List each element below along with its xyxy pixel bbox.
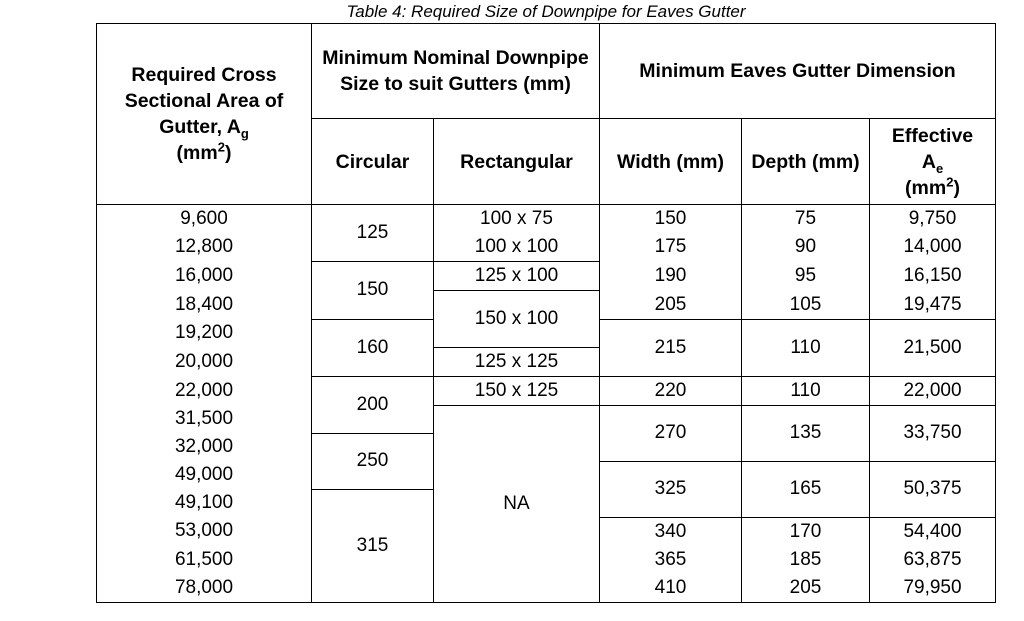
width-cell: 340 — [600, 517, 742, 546]
area-cell: 19,200 — [97, 319, 312, 347]
circular-cell: 200 — [312, 376, 434, 433]
rectangular-cell: 150 x 100 — [434, 291, 600, 348]
area-cell: 32,000 — [97, 433, 312, 461]
header-required-area — [97, 24, 312, 205]
circular-cell: 250 — [312, 433, 434, 489]
effective-cell: 63,875 — [870, 546, 996, 574]
depth-cell: 185 — [742, 546, 870, 574]
header-gutter-group — [600, 24, 996, 119]
header-depth-text: Depth (mm) — [751, 150, 860, 173]
circular-cell: 150 — [312, 262, 434, 320]
width-cell: 410 — [600, 574, 742, 603]
header-effective-line1: Effective — [891, 124, 974, 147]
header-circular: Circular — [312, 119, 434, 205]
header-area-label: Required Cross Sectional Area of Gutter, A — [124, 64, 284, 138]
area-cell: 9,600 — [97, 205, 312, 234]
width-cell: 205 — [600, 291, 742, 320]
depth-cell: 205 — [742, 574, 870, 603]
effective-cell: 22,000 — [870, 376, 996, 405]
area-cell: 16,000 — [97, 262, 312, 291]
header-downpipe-text: Minimum Nominal Downpipe Size to suit Gutters (mm) — [322, 47, 589, 95]
header-effective-close: ) — [953, 176, 960, 199]
width-cell: 270 — [600, 405, 742, 461]
effective-cell: 16,150 — [870, 262, 996, 291]
width-cell: 325 — [600, 461, 742, 517]
depth-cell: 105 — [742, 291, 870, 320]
depth-cell: 90 — [742, 233, 870, 262]
rectangular-cell: NA — [434, 405, 600, 602]
circular-cell: 315 — [312, 489, 434, 602]
header-gutter-text: Minimum Eaves Gutter Dimension — [639, 60, 956, 82]
area-cell: 53,000 — [97, 517, 312, 546]
area-cell: 49,100 — [97, 489, 312, 517]
downpipe-size-table — [96, 23, 996, 603]
effective-cell: 9,750 — [870, 205, 996, 234]
header-area-close: ) — [224, 142, 232, 164]
area-cell: 61,500 — [97, 546, 312, 574]
area-cell: 20,000 — [97, 347, 312, 376]
width-cell: 175 — [600, 233, 742, 262]
header-area-sub: g — [240, 125, 249, 141]
area-cell: 31,500 — [97, 405, 312, 433]
width-cell: 150 — [600, 205, 742, 234]
circular-cell: 125 — [312, 205, 434, 262]
area-cell: 49,000 — [97, 461, 312, 489]
rectangular-cell: 100 x 100 — [434, 233, 600, 262]
depth-cell: 95 — [742, 262, 870, 291]
effective-cell: 79,950 — [870, 574, 996, 603]
area-cell: 12,800 — [97, 233, 312, 262]
width-cell: 215 — [600, 319, 742, 376]
header-effective-unit: (mm — [905, 176, 947, 199]
area-cell: 22,000 — [97, 376, 312, 405]
header-downpipe-group — [312, 24, 600, 119]
area-cell: 18,400 — [97, 291, 312, 320]
effective-cell: 50,375 — [870, 461, 996, 517]
depth-cell: 110 — [742, 376, 870, 405]
rectangular-cell: 125 x 125 — [434, 347, 600, 376]
header-depth — [742, 119, 870, 205]
depth-cell: 75 — [742, 205, 870, 234]
effective-cell: 14,000 — [870, 233, 996, 262]
rectangular-cell: 125 x 100 — [434, 262, 600, 291]
effective-cell: 33,750 — [870, 405, 996, 461]
depth-cell: 170 — [742, 517, 870, 546]
table-caption: Table 4: Required Size of Downpipe for Eaves Gutter — [346, 2, 746, 21]
header-effective — [870, 119, 996, 205]
header-width — [600, 119, 742, 205]
effective-cell: 21,500 — [870, 319, 996, 376]
width-cell: 220 — [600, 376, 742, 405]
header-rectangular: Rectangular — [434, 119, 600, 205]
header-area-unit: (mm — [176, 142, 218, 164]
circular-cell: 160 — [312, 319, 434, 376]
header-effective-sub: e — [935, 160, 944, 176]
depth-cell: 165 — [742, 461, 870, 517]
width-cell: 190 — [600, 262, 742, 291]
depth-cell: 110 — [742, 319, 870, 376]
header-area-sup: 2 — [217, 139, 225, 155]
rectangular-cell: 100 x 75 — [434, 205, 600, 234]
area-cell: 78,000 — [97, 574, 312, 603]
header-effective-sup: 2 — [946, 174, 954, 189]
rectangular-cell: 150 x 125 — [434, 376, 600, 405]
depth-cell: 135 — [742, 405, 870, 461]
header-effective-a: A — [921, 150, 936, 173]
effective-cell: 19,475 — [870, 291, 996, 320]
effective-cell: 54,400 — [870, 517, 996, 546]
width-cell: 365 — [600, 546, 742, 574]
header-width-text: Width (mm) — [616, 150, 725, 173]
